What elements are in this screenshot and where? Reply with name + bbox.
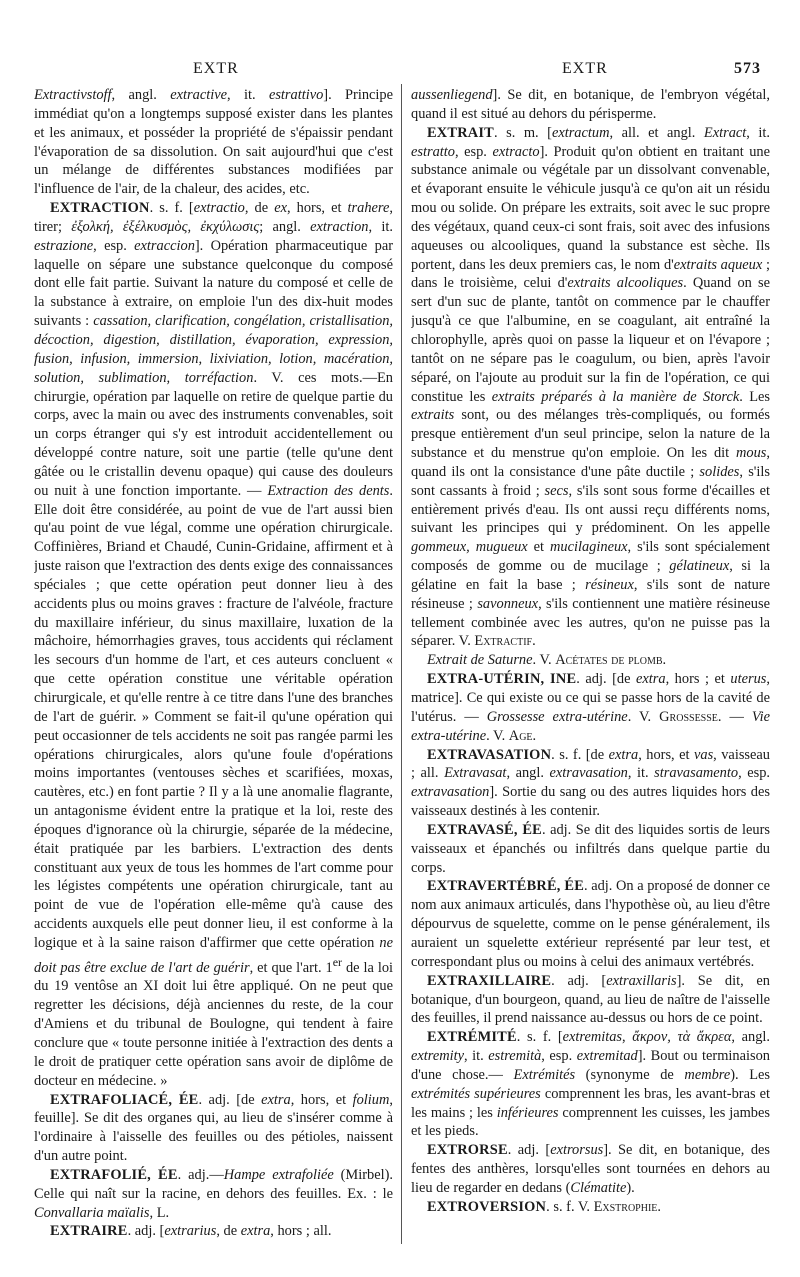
dictionary-entry: EXTRÉMITÉ. s. f. [extremitas, ἄκρον, τὰ ἄκρεα, angl. extremity, it. estremità, esp. extremitad]. Bout ou terminaison d'une chose.— Extrémités (synonyme de membre). Les extrémités supérieures comprennent les bras, les avant-bras et les mains ; les inférieures comprennent les cuisses, les jambes et les pieds. bbox=[411, 1029, 770, 1140]
dictionary-entry: EXTRAIT. s. m. [extractum, all. et angl. Extract, it. estratto, esp. extracto]. Produit qu'on obtient en traitant une substance animale ou végétale par un dissolvant convenable, et évaporant ensuite le véhicule jusqu'à ce qu'on ait un résidu mou ou solide. On prépare les extraits, soit avec le suc propre des végétaux, quand ceux-ci sont frais, soit avec des infusions aqueuses ou alcooliques, quand la substance est sèche. Ils portent, dans les deux premiers cas, le nom d'extraits aqueux ; dans le troisième, celui d'extraits alcooliques. Quand on se sert d'un suc de plante, tantôt on commence par le chauffer jusqu'à ce que l'albumine, en se coagulant, ait entraîné la chlorophylle, après quoi on passe la liqueur et on l'évapore ; tantôt on ne sépare pas le coagulum, ou bien, après l'avoir séparé, on l'ajoute au produit sur la fin de l'opération, ce qui constitue les extraits préparés à la manière de Storck. Les extraits sont, ou des mélanges très-compliqués, ou formés presque entièrement d'un seul principe, selon la nature de la substance et du menstrue qu'on emploie. On les dit mous, quand ils ont la consistance d'une pâte ductile ; solides, s'ils sont cassants à froid ; secs, s'ils sont sous forme d'écailles et entièrement privés d'eau. Ils ont aussi reçu différents noms, suivant les principes qui y prédominent. On les appelle gommeux, mugueux et mucilagineux, s'ils sont spécialement composés de gomme ou de mucilage ; gélatineux, si la gélatine en fait la base ; résineux, s'ils sont de nature résineuse ; savonneux, s'ils contiennent une matière résineuse tellement combinée avec les autres, qu'on ne puisse pas la séparer. V. Extractif. bbox=[411, 124, 770, 650]
dictionary-entry: Extrait de Saturne. V. Acétates de plomb. bbox=[427, 652, 667, 669]
header-right-guide-word: EXTR bbox=[562, 60, 608, 77]
dictionary-entry: EXTRAXILLAIRE. adj. [extraxillaris]. Se dit, en botanique, d'un bourgeon, quand, au lieu de naître de l'aisselle des feuilles, il prend naissance au-dessus ou hors de ce point. bbox=[411, 972, 770, 1027]
dictionary-entry: EXTRAVERTÉBRÉ, ÉE. adj. On a proposé de donner ce nom aux animaux articulés, dans l'hypothèse où, au lieu d'être dépourvus de squelette, comme on le pense généralement, ils auraient un squelette extérieur représenté par leur test, et correspondant plus ou moins à celui des animaux vertébrés. bbox=[411, 878, 770, 970]
running-header bbox=[0, 60, 800, 82]
dictionary-entry: EXTRAFOLIACÉ, ÉE. adj. [de extra, hors, et folium, feuille]. Se dit des organes qui, au lieu de s'insérer comme à l'ordinaire à l'aisselle des feuilles ou des pétioles, naissent d'un autre point. bbox=[34, 1091, 393, 1165]
dictionary-entry: EXTRA-UTÉRIN, INE. adj. [de extra, hors ; et uterus, matrice]. Ce qui existe ou ce qui se passe hors de la cavité de l'utérus. — Grossesse extra-utérine. V. Grossesse. — Vie extra-utérine. V. Age. bbox=[411, 671, 770, 744]
column-divider bbox=[401, 84, 402, 1244]
left-column bbox=[34, 86, 393, 1271]
dictionary-entry: EXTRACTION. s. f. [extractio, de ex, hors, et trahere, tirer; ἐξολκή, ἐξέλκυσμὸς, ἐκχύλωσις; angl. extraction, it. estrazione, esp. extraccion]. Opération pharmaceutique par laquelle on sépare une substance quelconque du composé dont elle fait partie. Suivant la nature du composé et celle de la substance à extraire, on emploie l'un des dix-huit modes suivants : cassation, clarification, congélation, cristallisation, décoction, digestion, distillation, évaporation, expression, fusion, infusion, immersion, lixiviation, lotion, macération, solution, sublimation, torréfaction. V. ces mots.—En chirurgie, opération par laquelle on retire de quelque partie du corps, avec la main ou avec des instruments convenables, soit un corps étranger qui s'y est introduit accidentellement ou développé contre nature, soit une partie (telle qu'une dent gâtée ou le cristallin devenu opaque) qui cause des douleurs ou nuit à une fonction importante. — Extraction des dents. Elle doit être considérée, au point de vue de l'art aussi bien qu'au point de vue légal, comme une opération chirurgicale. Coffinières, Briand et Chaudé, Cunin-Gridaine, affirment et à juste raison que l'extraction des dents exige des connaissances spéciales ; que cette opération peut donner lieu à des accidents plus ou moins graves : fracture de l'alvéole, fracture du maxillaire inférieur, du sinus maxillaire, luxation de la mâchoire, hémorrhagies graves, tous accidents qui réclament les secours d'un homme de l'art, et ces auteurs concluent « que cette opération constitue une véritable opération chirurgicale, et qu'elle rentre à ce titre dans l'une des branches de l'art de guérir. » Comment se fait-il qu'une opération qui peut occasionner de tels accidents ne soit pas rangée parmi les opérations chirurgicales, alors qu'une foule d'opérations moins importantes (ventouses sèches et scarifiées, moxas, cautères, etc.) en font partie ? Il y a là une anomalie flagrante, un antagonisme évident entre la pratique et la loi, reste des époques d'ignorance où la chirurgie, séparée de la médecine, était pratiquée par les barbiers. L'extraction des dents constituant aux yeux de tous les hommes de l'art comme pour les légistes compétents une opération chirurgicale, tant au point de vue de l'opération elle-même qu'à cause des accidents auxquels elle peut donner lieu, il est conforme à la logique et à la saine raison d'affirmer que cette opération ne doit pas être exclue de l'art de guérir, et que l'art. 1er de la loi du 19 ventôse an XI doit lui être appliqué. On ne peut que regretter les décisions, déjà anciennes du reste, de la cour d'Amiens et du tribunal de Boulogne, qui tendent à faire conclure que « toute personne initiée à l'extraction des dents a le droit de pratiquer cette opération sans avoir de diplôme de docteur en médecine. » bbox=[34, 200, 393, 1089]
dictionary-entry: EXTRAVASÉ, ÉE. adj. Se dit des liquides sortis de leurs vaisseaux et épanchés ou infiltrés dans quelque partie du corps. bbox=[411, 821, 770, 876]
dictionary-entry: EXTROVERSION. s. f. V. Exstrophie. bbox=[427, 1198, 662, 1215]
page-number: 573 bbox=[734, 60, 761, 77]
header-left-guide-word: EXTR bbox=[193, 60, 239, 77]
dictionary-entry: EXTRORSE. adj. [extrorsus]. Se dit, en botanique, des fentes des anthères, lorsqu'elles sont tournées en dehors au lieu de regarder en dedans (Clématite). bbox=[411, 1142, 770, 1196]
dictionary-entry: Extractivstoff, angl. extractive, it. estrattivo]. Principe immédiat qu'on a longtemps supposé exister dans les plantes et les animaux, et posséder la propriété de s'épaissir pendant l'évaporation de sa dissolution. On sait aujourd'hui que c'est un mélange de différentes substances modifiées par l'influence de l'air, de la chaleur, des acides, etc. bbox=[34, 87, 393, 198]
dictionary-entry: EXTRAIRE. adj. [extrarius, de extra, hors ; all. bbox=[50, 1223, 332, 1240]
dictionary-entry: aussenliegend]. Se dit, en botanique, de l'embryon végétal, quand il est situé au dehors du périsperme. bbox=[411, 87, 770, 122]
right-column bbox=[411, 86, 770, 1271]
dictionary-entry: EXTRAFOLIÉ, ÉE. adj.—Hampe extrafoliée (Mirbel). Celle qui naît sur la racine, en dehors des feuilles. Ex. : le Convallaria maïalis, L. bbox=[34, 1166, 393, 1221]
dictionary-entry: EXTRAVASATION. s. f. [de extra, hors, et vas, vaisseau ; all. Extravasat, angl. extravasation, it. stravasamento, esp. extravasation]. Sortie du sang ou des autres liquides hors des vaisseaux destinés à les contenir. bbox=[411, 746, 770, 820]
